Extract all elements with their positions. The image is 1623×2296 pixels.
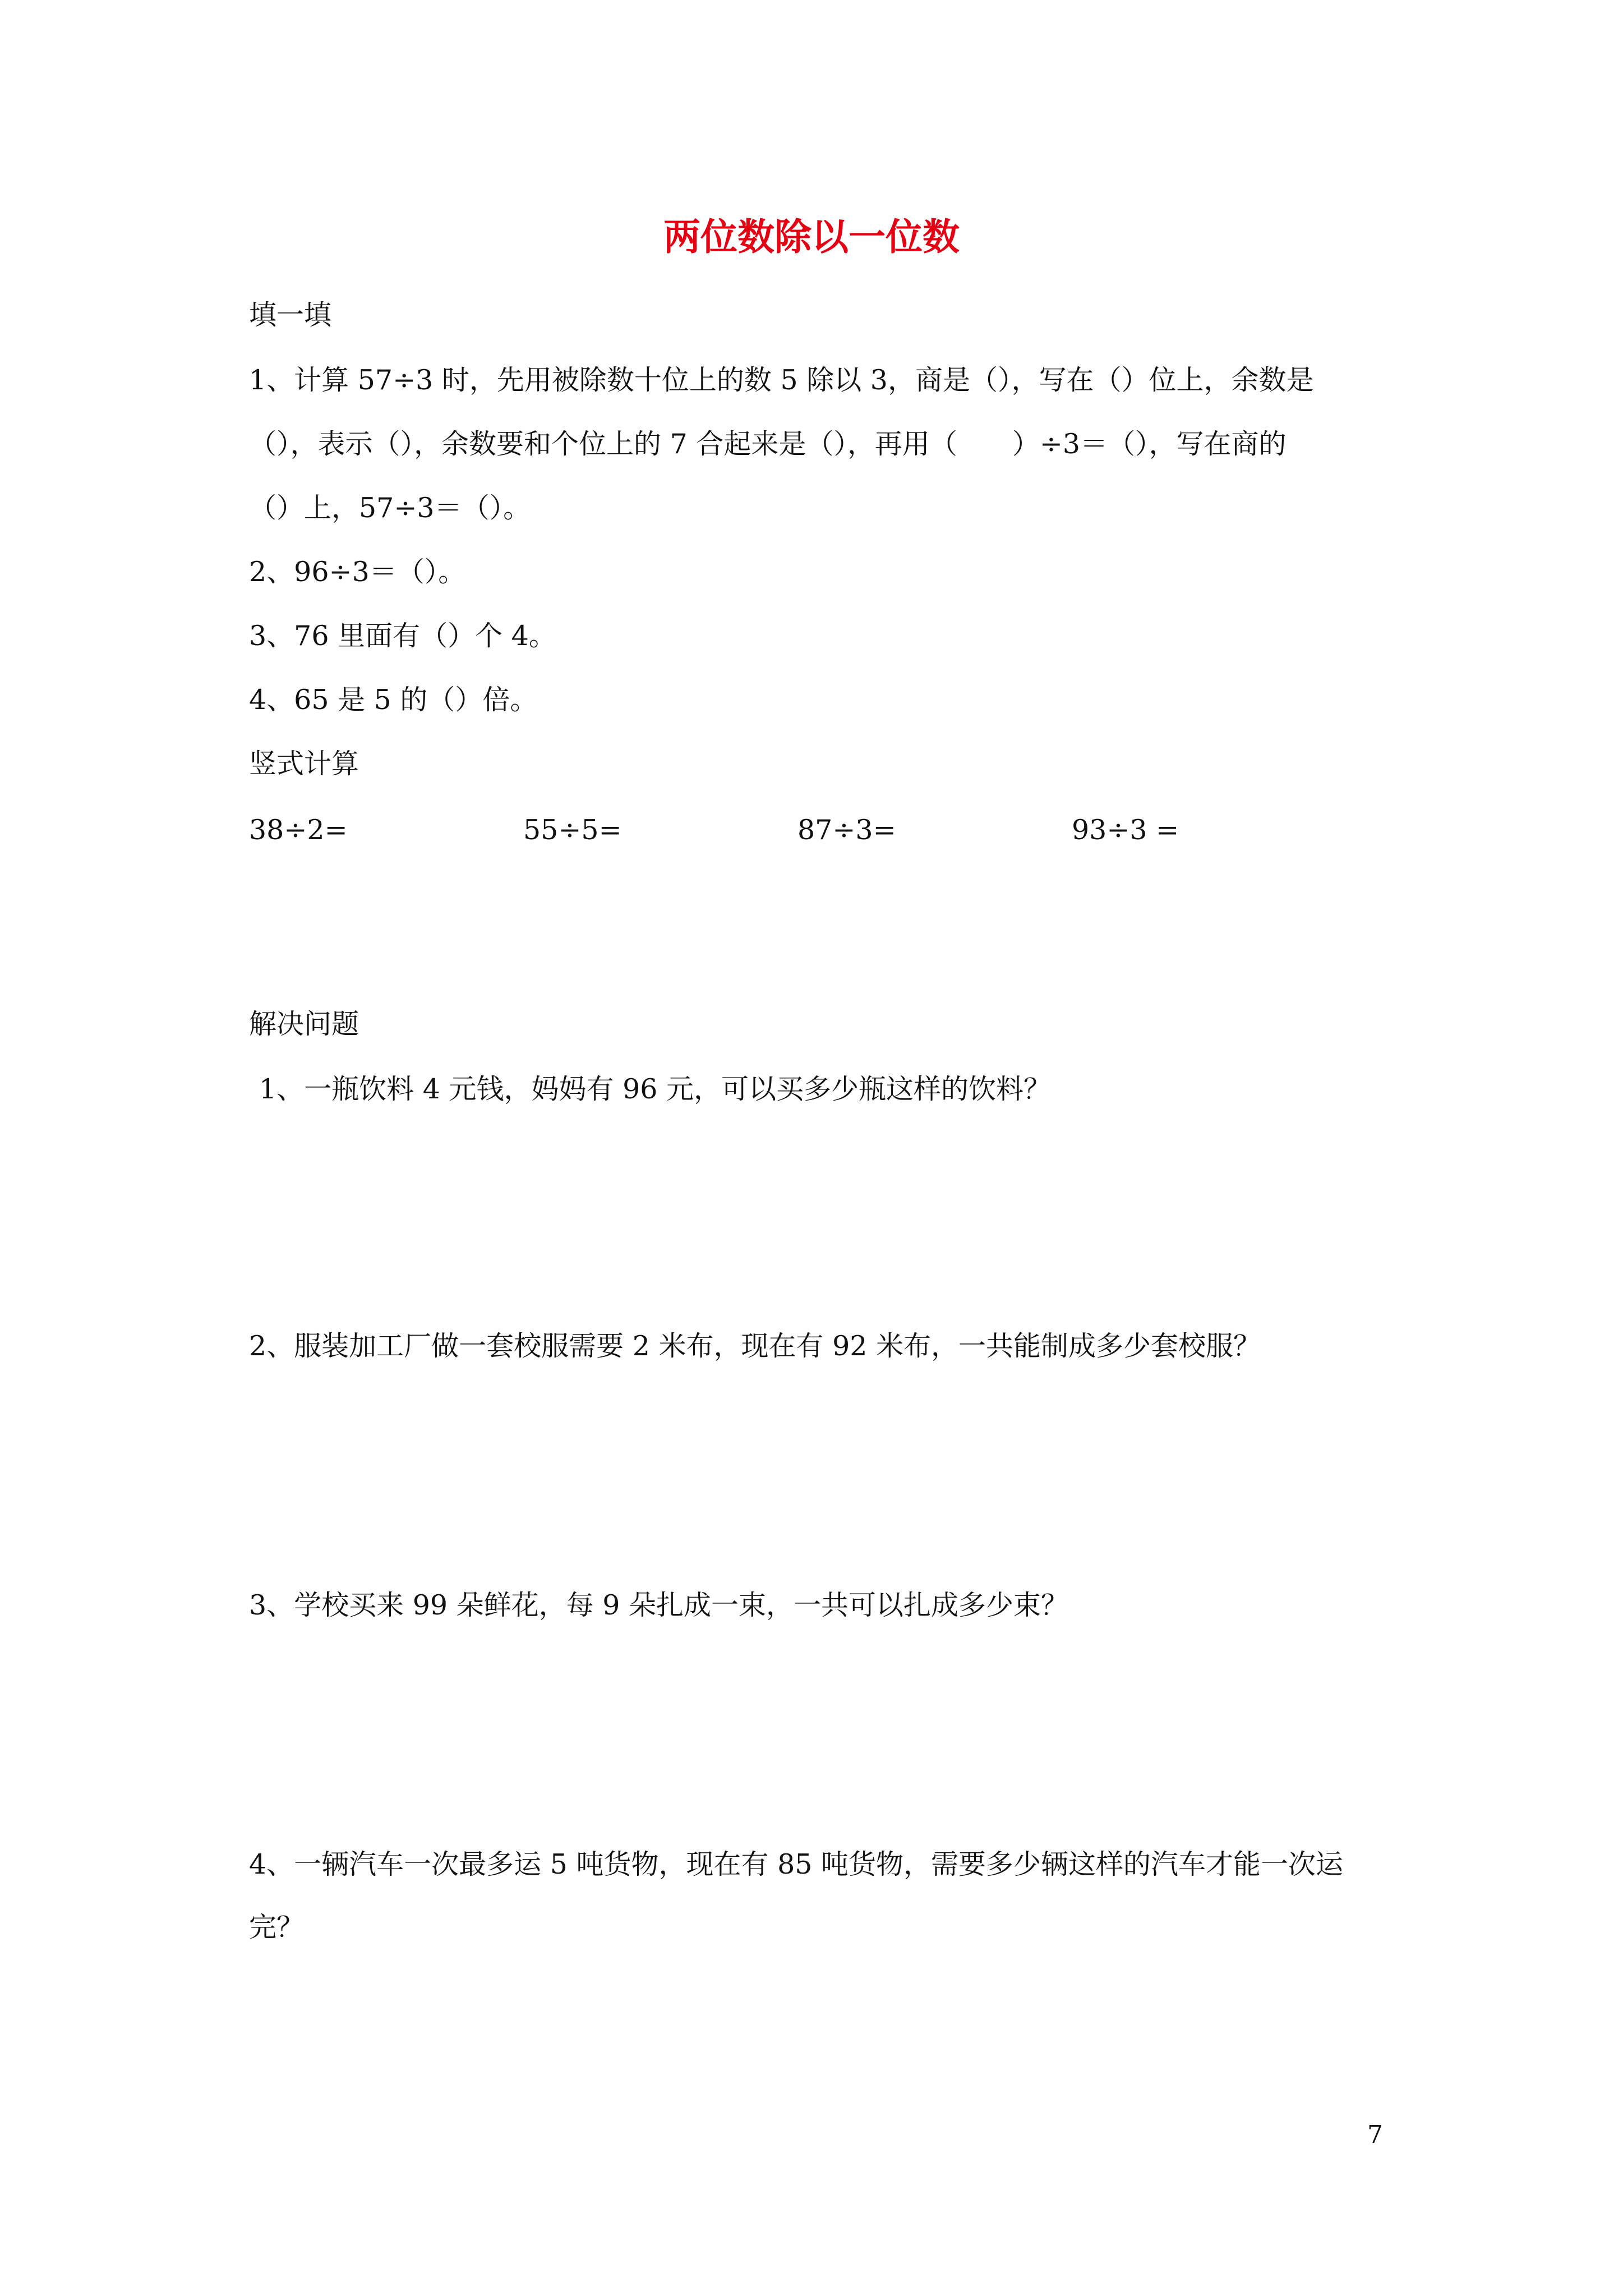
word-problem-2: 2、服装加工厂做一套校服需要 2 米布，现在有 92 米布，一共能制成多少套校服？: [249, 1330, 1261, 1362]
word-problems-heading: 解决问题: [249, 1008, 359, 1040]
vertical-calc-item-3: 87÷3=: [797, 814, 896, 846]
page-number: 7: [1367, 2120, 1383, 2149]
fill-in-q1-line2: （），表示（），余数要和个位上的 7 合起来是（），再用（ ）÷3＝（），写在商的: [249, 428, 1287, 460]
fill-in-heading: 填一填: [249, 299, 332, 331]
fill-in-q1-line1: 1、计算 57÷3 时，先用被除数十位上的数 5 除以 3，商是（），写在（）位上，余数是: [249, 364, 1314, 396]
word-problem-4-line1: 4、一辆汽车一次最多运 5 吨货物，现在有 85 吨货物，需要多少辆这样的汽车才能一次运: [249, 1848, 1344, 1880]
fill-in-q1-line3: （）上，57÷3＝（）。: [249, 492, 531, 524]
word-problem-3: 3、学校买来 99 朵鲜花，每 9 朵扎成一束，一共可以扎成多少束？: [249, 1589, 1069, 1621]
vertical-calc-heading: 竖式计算: [249, 748, 359, 780]
vertical-calc-item-4: 93÷3 =: [1072, 814, 1179, 846]
vertical-calc-item-2: 55÷5=: [523, 814, 622, 846]
vertical-calc-item-1: 38÷2=: [249, 814, 348, 846]
fill-in-q2: 2、96÷3＝（）。: [249, 556, 466, 588]
page-title: 两位数除以一位数: [663, 215, 960, 259]
fill-in-q4: 4、65 是 5 的（）倍。: [249, 684, 538, 716]
word-problem-4-line2: 完？: [249, 1911, 305, 1943]
word-problem-1: 1、一瓶饮料 4 元钱，妈妈有 96 元，可以买多少瓶这样的饮料？: [259, 1073, 1052, 1105]
fill-in-q3: 3、76 里面有（）个 4。: [249, 620, 556, 652]
